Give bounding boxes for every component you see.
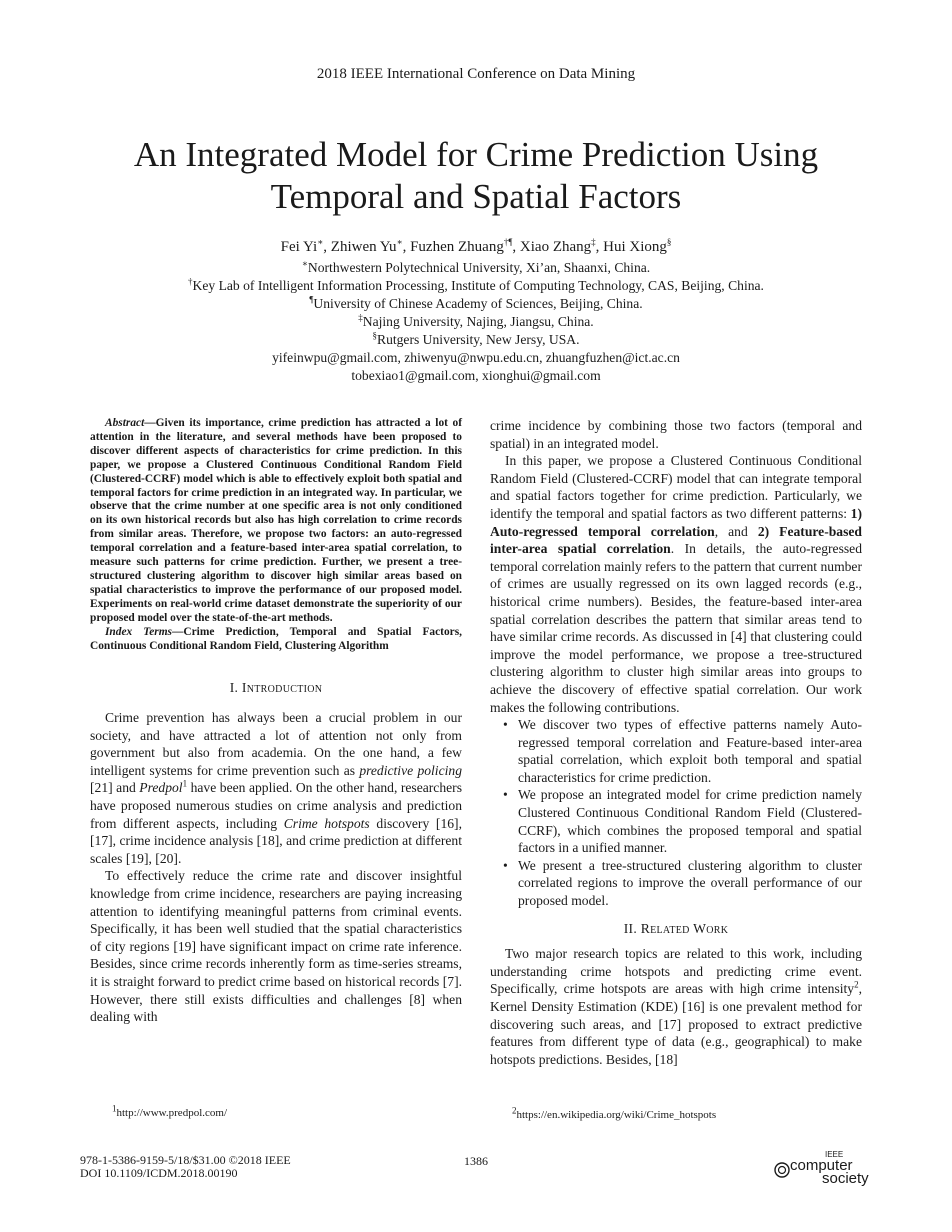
ieee-computer-society-logo: IEEE computer society	[774, 1150, 884, 1190]
intro-paragraph-3: In this paper, we propose a Clustered Continuous Conditional Random Field (Clustered-CCRF) model that can integrate temporal and spatial factors together for crime prediction. Particularly, we identify the temporal and spatial factors as two different patterns: 1) Auto-regressed temporal correlation, and 2) Feature-based inter-area spatial correlation. In details, the auto-regressed temporal correlation mainly refers to the pattern that current number of crimes are usually regressed on its own lagged records (e.g., historical crime numbers). Besides, the feature-based inter-area spatial correlation describes the pattern that similar areas tend to have similar crime records. As discussed in [4] that clustering could improve the model performance, we propose a tree-structured clustering algorithm to cluster high similar areas into groups to achieve the discovery of effective spatial correlation. Our work makes the following contributions.	[490, 453, 862, 715]
page-number: 1386	[464, 1154, 488, 1168]
conference-header: 2018 IEEE International Conference on Data Mining	[316, 66, 636, 82]
affiliation-3: ¶University of Chinese Academy of Sciences, Beijing, China.	[309, 294, 643, 311]
intro-paragraph-2-continued: crime incidence by combining those two factors (temporal and spatial) in an integrated model.	[490, 418, 862, 451]
list-item: • We propose an integrated model for crime prediction namely Clustered Continuous Conditional Random Field (Clustered-CCRF), which combines the proposed temporal and spatial factors in a unified manner.	[503, 787, 862, 856]
affiliation-5: §Rutgers University, New Jersy, USA.	[372, 330, 580, 347]
intro-paragraph-2: To effectively reduce the crime rate and discover insightful knowledge from crime incidence, researchers are paying increasing attention to identifying meaningful patterns from criminal events. Specifically, it has been well studied that the spatial characteristics of city regions [19] have significant impact on crime rate inference. Besides, since crime records inherently form as time-series streams, it is straight forward to predict crime based on historical records [7]. However, there still exists difficulties and challenges [8] when dealing with	[90, 868, 462, 1025]
title-line-1: An Integrated Model for Crime Prediction Using	[133, 135, 819, 174]
emails-line-1: yifeinwpu@gmail.com, zhiwenyu@nwpu.edu.cn, zhuangfuzhen@ict.ac.cn	[272, 350, 680, 365]
author-list: Fei Yi∗, Zhiwen Yu∗, Fuzhen Zhuang†¶, Xiao Zhang‡, Hui Xiong§	[280, 237, 672, 255]
list-item: • We present a tree-structured clustering algorithm to cluster correlated regions to improve the overall performance of our proposed model.	[503, 857, 862, 909]
emails-line-2: tobexiao1@gmail.com, xionghui@gmail.com	[351, 368, 601, 383]
affiliation-1: ∗Northwestern Polytechnical University, Xi’an, Shaanxi, China.	[301, 258, 651, 275]
affiliation-2: †Key Lab of Intelligent Information Processing, Institute of Computing Technology, CAS, Beijing, China.	[188, 276, 764, 293]
footnote-2: $^2$https://en.wikipedia.org/wiki/Crime_hotspots	[512, 1105, 717, 1121]
affiliation-4: ‡Najing University, Najing, Jiangsu, China.	[358, 312, 594, 329]
section-heading-introduction: I. Introduction	[229, 680, 323, 696]
paper-title	[0, 134, 952, 218]
logo-emblem-icon	[774, 1162, 790, 1178]
abstract: Abstract—Given its importance, crime prediction has attracted a lot of attention in the literature, and several methods have been proposed to discover different aspects of characteristics for crime prediction. In this paper, we propose a Clustered Continuous Conditional Random Field (Clustered-CCRF) model which is able to effectively exploit both spatial and temporal factors for crime prediction in an integrated way. In particular, we observe that the crime number at one specific area is not only conditioned on its own historical records but also has high correlation to crime records from similar areas. Therefore, we propose two factors: an auto-regressed temporal correlation and a feature-based inter-area spatial correlation, to measure such patterns for crime prediction. Further, we present a tree-structured clustering algorithm to discover high similar areas based on spatial characteristics to improve the performance of our proposed model. Experiments on real-world crime dataset demonstrate the superiority of our proposed model over the state-of-the-art methods.	[90, 417, 462, 624]
contributions-list	[490, 716, 862, 910]
title-line-2: Temporal and Spatial Factors	[270, 177, 682, 216]
footnote-1: $^1$http://www.predpol.com/	[112, 1103, 227, 1119]
index-terms: Index Terms—Crime Prediction, Temporal and Spatial Factors, Continuous Conditional Random Field, Clustering Algorithm	[90, 625, 462, 652]
list-item: • We discover two types of effective patterns namely Auto-regressed temporal correlation and Feature-based inter-area spatial correlation, which exploit both temporal and spatial characteristics for crime prediction.	[503, 717, 862, 785]
footer-copyright: 978-1-5386-9159-5/18/$31.00 ©2018 IEEE DOI 10.1109/ICDM.2018.00190	[80, 1153, 291, 1180]
left-column	[90, 417, 462, 1026]
right-column	[490, 417, 862, 1068]
related-work-paragraph-1: Two major research topics are related to this work, including understanding crime hotspots and predicting crime event. Specifically, crime hotspots are areas with high crime intensity$^2$, Kernel Density Estimation (KDE) [16] is one prevalent method for discovering such areas, and [17] proposed to extract predictive features from different type of data (e.g., geographical) to make hotspots predictions. Besides, [18]	[490, 946, 862, 1067]
intro-paragraph-1: Crime prevention has always been a crucial problem in our society, and have attracted a lot of attention not only from government but also from academia. On the one hand, a few intelligent systems for crime prevention such as predictive policing [21] and Predpol$^1$ have been applied. On the other hand, researchers have proposed numerous studies on crime analysis and prediction from different aspects, including Crime hotspots discovery [16], [17], crime incidence analysis [18], and crime prediction at different scales [19], [20].	[90, 710, 462, 866]
section-heading-related-work: II. Related Work	[623, 920, 729, 936]
